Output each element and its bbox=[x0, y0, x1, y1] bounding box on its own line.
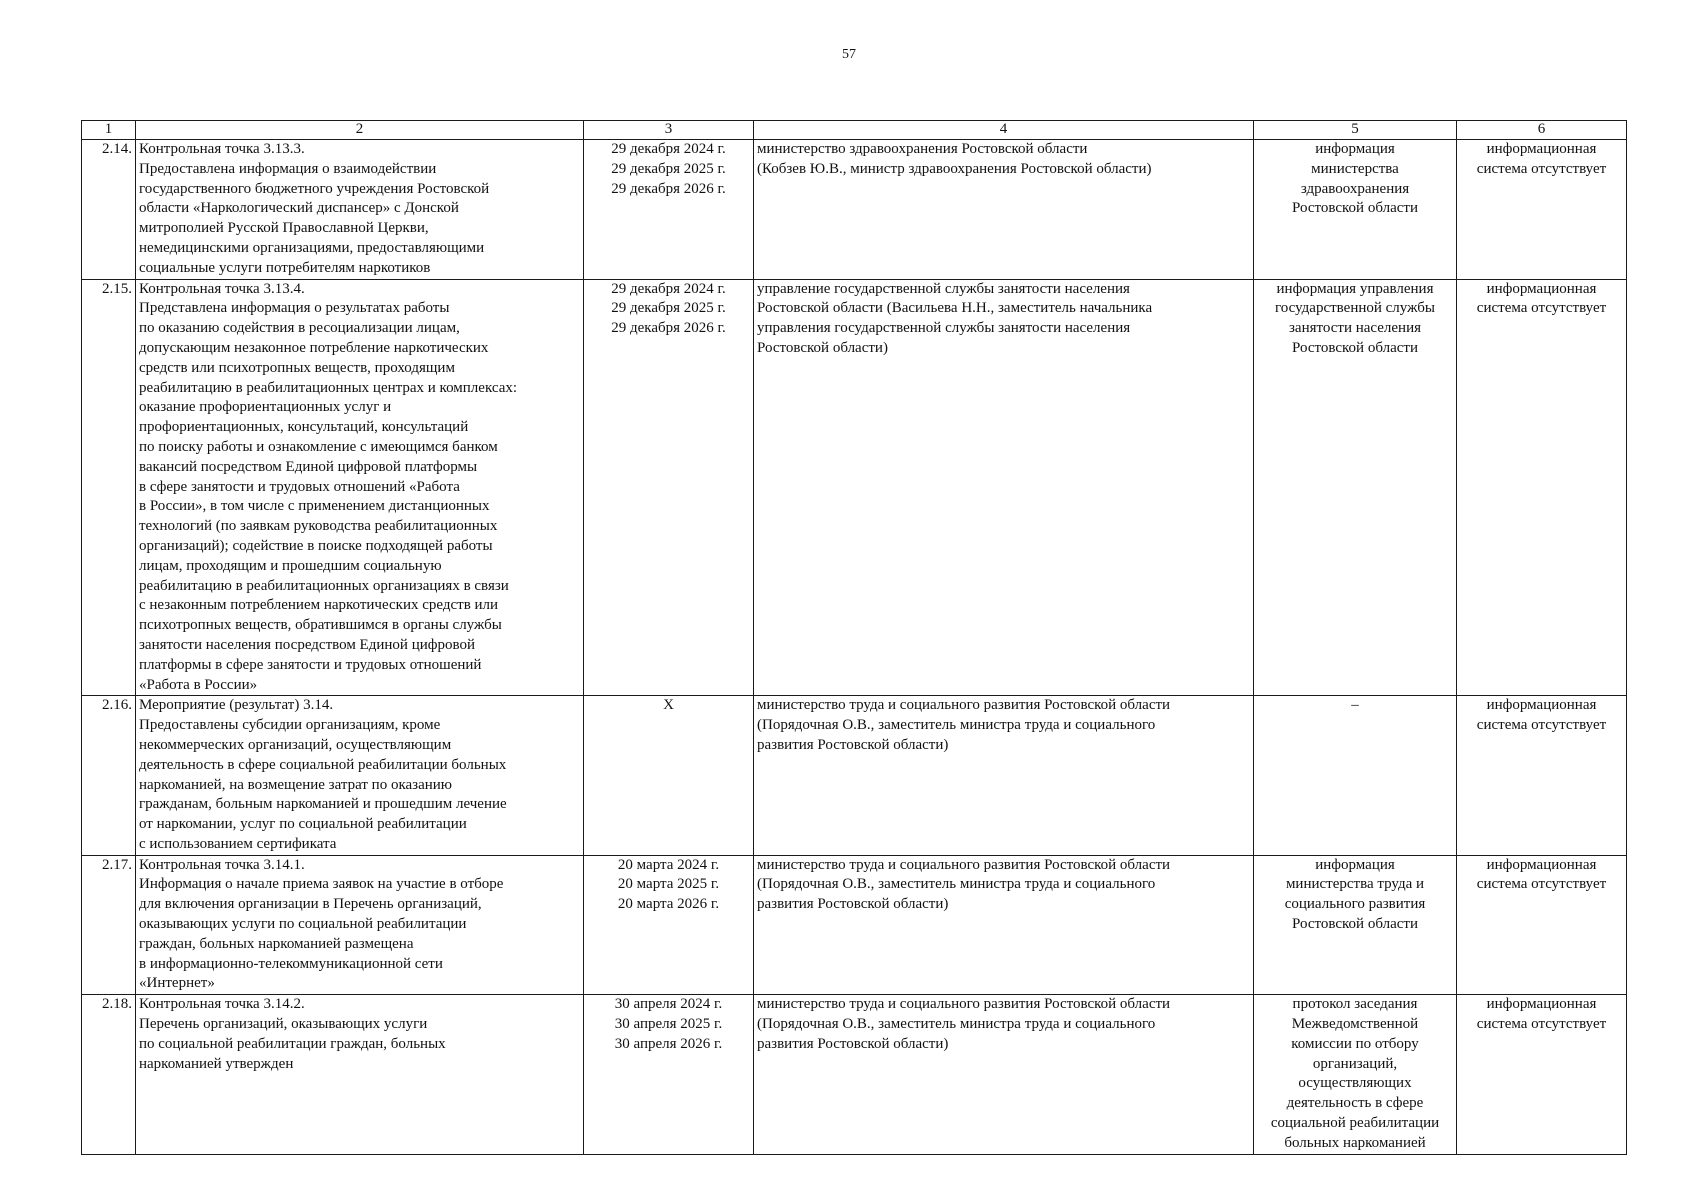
cell-text-line: для включения организации в Перечень организаций, bbox=[139, 896, 482, 913]
cell-text-line: (Порядочная О.В., заместитель министра труда и социального bbox=[757, 876, 1156, 893]
row-number-cell: 2.16. bbox=[82, 696, 136, 855]
cell-text-line: Представлена информация о результатах работы bbox=[139, 300, 450, 317]
cell-text-line: 29 декабря 2026 г. bbox=[611, 320, 726, 337]
cell-text-line: в информационно-телекоммуникационной сети bbox=[139, 955, 443, 972]
responsible-cell bbox=[754, 140, 1254, 280]
column-number-header: 2 bbox=[136, 121, 584, 140]
cell-text-line: система отсутствует bbox=[1476, 876, 1607, 893]
cell-text-line: комиссии по отбору bbox=[1291, 1035, 1419, 1052]
cell-text-line: министерства bbox=[1311, 160, 1399, 177]
cell-text-line: 20 марта 2025 г. bbox=[617, 876, 720, 893]
document-cell bbox=[1254, 855, 1457, 995]
cell-text-line: Контрольная точка 3.13.4. bbox=[139, 280, 305, 297]
column-number-header: 3 bbox=[584, 121, 754, 140]
cell-text-line: Контрольная точка 3.13.3. bbox=[139, 141, 305, 157]
cell-text-line: с незаконным потреблением наркотических средств или bbox=[139, 597, 499, 614]
column-number-header: 5 bbox=[1254, 121, 1457, 140]
table-row bbox=[82, 279, 1627, 696]
cell-text-line: в сфере занятости и трудовых отношений «Работа bbox=[139, 478, 460, 495]
cell-text-line: социальные услуги потребителям наркотиков bbox=[139, 259, 431, 276]
cell-text-line: некоммерческих организаций, осуществляющим bbox=[139, 736, 452, 753]
document-cell bbox=[1254, 140, 1457, 280]
cell-text-line: информационная bbox=[1486, 141, 1597, 157]
cell-text-line: области «Наркологический диспансер» с Донской bbox=[139, 200, 459, 217]
cell-text-line: информация bbox=[1315, 141, 1395, 157]
cell-text-line: психотропных веществ, обратившимся в органы службы bbox=[139, 617, 502, 634]
cell-text-line: развития Ростовской области) bbox=[757, 1035, 949, 1052]
cell-text-line: допускающим незаконное потребление наркотических bbox=[139, 339, 489, 356]
cell-text-line: система отсутствует bbox=[1476, 300, 1607, 317]
cell-text-line: система отсутствует bbox=[1476, 717, 1607, 734]
cell-text-line: деятельность в сфере социальной реабилитации больных bbox=[139, 756, 507, 773]
cell-text-line: – bbox=[1351, 697, 1359, 714]
information-system-cell bbox=[1457, 696, 1627, 855]
cell-text-line: Перечень организаций, оказывающих услуги bbox=[139, 1016, 428, 1033]
responsible-cell bbox=[754, 696, 1254, 855]
cell-text-line: развития Ростовской области) bbox=[757, 896, 949, 913]
cell-text-line: государственной службы bbox=[1275, 300, 1435, 317]
cell-text-line: министерство здравоохранения Ростовской области bbox=[757, 141, 1088, 157]
cell-text-line: наркоманией, на возмещение затрат по оказанию bbox=[139, 776, 453, 793]
deadline-cell bbox=[584, 140, 754, 280]
document-cell bbox=[1254, 995, 1457, 1154]
description-cell bbox=[136, 279, 584, 696]
cell-text-line: организаций); содействие в поиске подходящей работы bbox=[139, 537, 493, 554]
cell-text-line: здравоохранения bbox=[1300, 180, 1410, 197]
cell-text-line: организаций, bbox=[1312, 1055, 1398, 1072]
cell-text-line: информационная bbox=[1486, 856, 1597, 873]
cell-text-line: граждан, больных наркоманией размещена bbox=[139, 935, 414, 952]
cell-text-line: по поиску работы и ознакомление с имеющимся банком bbox=[139, 438, 498, 455]
information-system-cell bbox=[1457, 140, 1627, 280]
information-system-cell bbox=[1457, 855, 1627, 995]
cell-text-line: 29 декабря 2024 г. bbox=[611, 141, 726, 157]
cell-text-line: Предоставлена информация о взаимодействии bbox=[139, 160, 437, 177]
cell-text-line: лицам, проходящим и прошедшим социальную bbox=[139, 557, 442, 574]
cell-text-line: Мероприятие (результат) 3.14. bbox=[139, 697, 334, 714]
cell-text-line: 29 декабря 2026 г. bbox=[611, 180, 726, 197]
cell-text-line: система отсутствует bbox=[1476, 1016, 1607, 1033]
cell-text-line: «Интернет» bbox=[139, 975, 215, 992]
cell-text-line: наркоманией утвержден bbox=[139, 1055, 294, 1072]
cell-text-line: оказание профориентационных услуг и bbox=[139, 399, 392, 416]
page-number: 57 bbox=[842, 47, 856, 62]
column-number-header: 1 bbox=[82, 121, 136, 140]
cell-text-line: управления государственной службы занятости населения bbox=[757, 320, 1131, 337]
cell-text-line: от наркомании, услуг по социальной реабилитации bbox=[139, 816, 467, 833]
cell-text-line: министерство труда и социального развития Ростовской области bbox=[757, 697, 1171, 714]
table-row bbox=[82, 140, 1627, 280]
row-number-cell: 2.15. bbox=[82, 279, 136, 696]
responsible-cell bbox=[754, 855, 1254, 995]
cell-text-line: больных наркоманией bbox=[1284, 1134, 1426, 1151]
deadline-cell bbox=[584, 696, 754, 855]
cell-text-line: митрополией Русской Православной Церкви, bbox=[139, 220, 429, 237]
responsible-cell bbox=[754, 995, 1254, 1154]
cell-text-line: Ростовской области bbox=[1292, 916, 1418, 933]
cell-text-line: гражданам, больным наркоманией и прошедшим лечение bbox=[139, 796, 507, 813]
cell-text-line: министерство труда и социального развития Ростовской области bbox=[757, 856, 1171, 873]
cell-text-line: 30 апреля 2026 г. bbox=[614, 1035, 723, 1052]
table-row bbox=[82, 855, 1627, 995]
cell-text-line: информационная bbox=[1486, 697, 1597, 714]
cell-text-line: (Порядочная О.В., заместитель министра труда и социального bbox=[757, 717, 1156, 734]
cell-text-line: информация bbox=[1315, 856, 1395, 873]
cell-text-line: министерство труда и социального развития Ростовской области bbox=[757, 996, 1171, 1013]
document-cell bbox=[1254, 279, 1457, 696]
cell-text-line: «Работа в России» bbox=[139, 676, 258, 693]
cell-text-line: Ростовской области bbox=[1292, 339, 1418, 356]
row-number-cell: 2.18. bbox=[82, 995, 136, 1154]
description-cell bbox=[136, 140, 584, 280]
cell-text-line: деятельность в сфере bbox=[1286, 1095, 1424, 1112]
cell-text-line: Контрольная точка 3.14.1. bbox=[139, 856, 305, 873]
cell-text-line: Ростовской области) bbox=[757, 339, 888, 356]
cell-text-line: Информация о начале приема заявок на участие в отборе bbox=[139, 876, 504, 893]
cell-text-line: государственного бюджетного учреждения Ростовской bbox=[139, 180, 490, 197]
cell-text-line: 29 декабря 2024 г. bbox=[611, 280, 726, 297]
cell-text-line: управление государственной службы занятости населения bbox=[757, 280, 1130, 297]
cell-text-line: система отсутствует bbox=[1476, 160, 1607, 177]
cell-text-line: Контрольная точка 3.14.2. bbox=[139, 996, 305, 1013]
description-cell bbox=[136, 995, 584, 1154]
cell-text-line: в России», в том числе с применением дистанционных bbox=[139, 498, 490, 515]
cell-text-line: профориентационных, консультаций, консультаций bbox=[139, 419, 469, 436]
cell-text-line: занятости населения bbox=[1288, 320, 1421, 337]
cell-text-line: платформы в сфере занятости и трудовых отношений bbox=[139, 656, 482, 673]
cell-text-line: 29 декабря 2025 г. bbox=[611, 300, 726, 317]
cell-text-line: Ростовской области (Васильева Н.Н., заместитель начальника bbox=[757, 300, 1153, 317]
column-number-row bbox=[82, 121, 1627, 140]
row-number-cell: 2.14. bbox=[82, 140, 136, 280]
cell-text-line: министерства труда и bbox=[1285, 876, 1425, 893]
cell-text-line: информация управления bbox=[1276, 280, 1434, 297]
cell-text-line: (Порядочная О.В., заместитель министра труда и социального bbox=[757, 1016, 1156, 1033]
cell-text-line: информационная bbox=[1486, 996, 1597, 1013]
table-row bbox=[82, 995, 1627, 1154]
cell-text-line: немедицинскими организациями, предоставляющими bbox=[139, 239, 485, 256]
cell-text-line: реабилитацию в реабилитационных организациях в связи bbox=[139, 577, 509, 594]
cell-text-line: технологий (по заявкам руководства реабилитационных bbox=[139, 518, 498, 535]
cell-text-line: (Кобзев Ю.В., министр здравоохранения Ростовской области) bbox=[757, 160, 1152, 177]
cell-text-line: информационная bbox=[1486, 280, 1597, 297]
cell-text-line: занятости населения посредством Единой цифровой bbox=[139, 636, 475, 653]
cell-text-line: вакансий посредством Единой цифровой платформы bbox=[139, 458, 478, 475]
cell-text-line: 30 апреля 2024 г. bbox=[614, 996, 723, 1013]
table-row bbox=[82, 696, 1627, 855]
cell-text-line: развития Ростовской области) bbox=[757, 736, 949, 753]
deadline-cell bbox=[584, 855, 754, 995]
information-system-cell bbox=[1457, 279, 1627, 696]
plan-table bbox=[81, 120, 1627, 1155]
cell-text-line: реабилитацию в реабилитационных центрах и комплексах: bbox=[139, 379, 518, 396]
information-system-cell bbox=[1457, 995, 1627, 1154]
cell-text-line: Межведомственной bbox=[1291, 1016, 1419, 1033]
row-number-cell: 2.17. bbox=[82, 855, 136, 995]
column-number-header: 4 bbox=[754, 121, 1254, 140]
deadline-cell bbox=[584, 995, 754, 1154]
cell-text-line: средств или психотропных веществ, проходящим bbox=[139, 359, 455, 376]
cell-text-line: 29 декабря 2025 г. bbox=[611, 160, 726, 177]
document-cell bbox=[1254, 696, 1457, 855]
cell-text-line: Ростовской области bbox=[1292, 200, 1418, 217]
cell-text-line: Предоставлены субсидии организациям, кроме bbox=[139, 717, 441, 734]
description-cell bbox=[136, 855, 584, 995]
cell-text-line: с использованием сертификата bbox=[139, 835, 337, 852]
description-cell bbox=[136, 696, 584, 855]
cell-text-line: социального развития bbox=[1284, 896, 1426, 913]
cell-text-line: 20 марта 2026 г. bbox=[617, 896, 720, 913]
deadline-cell bbox=[584, 279, 754, 696]
cell-text-line: 30 апреля 2025 г. bbox=[614, 1016, 723, 1033]
cell-text-line: осуществляющих bbox=[1298, 1075, 1412, 1092]
cell-text-line: по социальной реабилитации граждан, больных bbox=[139, 1035, 446, 1052]
responsible-cell bbox=[754, 279, 1254, 696]
plan-table-body bbox=[82, 140, 1627, 1155]
cell-text-line: 20 марта 2024 г. bbox=[617, 856, 720, 873]
cell-text-line: оказывающих услуги по социальной реабилитации bbox=[139, 916, 467, 933]
column-number-header: 6 bbox=[1457, 121, 1627, 140]
cell-text-line: протокол заседания bbox=[1292, 996, 1418, 1013]
cell-text-line: социальной реабилитации bbox=[1270, 1115, 1440, 1132]
cell-text-line: X bbox=[663, 697, 674, 714]
cell-text-line: по оказанию содействия в ресоциализации лицам, bbox=[139, 320, 460, 337]
